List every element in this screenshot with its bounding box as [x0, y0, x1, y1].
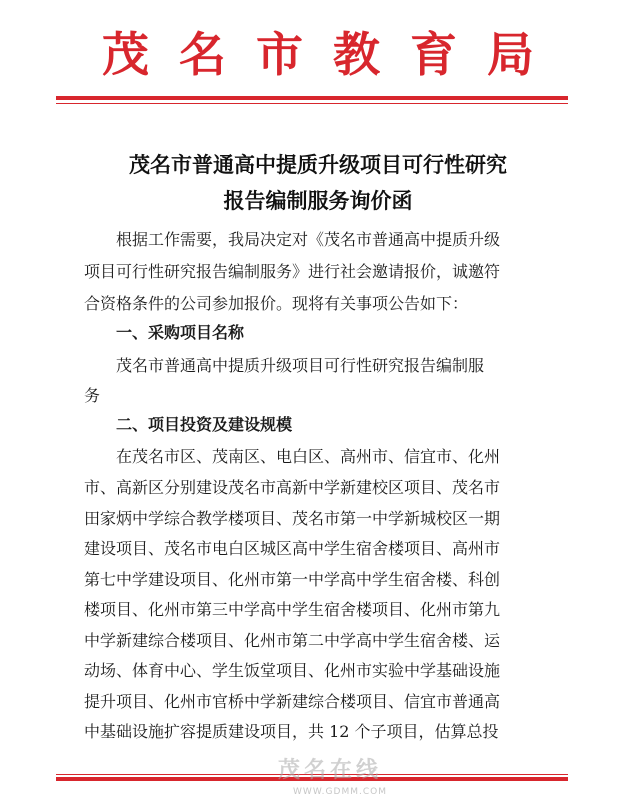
letterhead-rule-thin [56, 103, 568, 104]
section-2-line-1: 在茂名市区、茂南区、电白区、高州市、信宜市、化州 [116, 447, 501, 466]
watermark-url: WWW.GDMM.COM [293, 787, 387, 797]
intro-line-2: 项目可行性研究报告编制服务》进行社会邀请报价，诚邀符 [84, 262, 501, 281]
section-1-line-2: 务 [84, 386, 101, 405]
section-heading-2: 二、项目投资及建设规模 [116, 415, 293, 434]
section-2-line-9: 提升项目、化州市官桥中学新建综合楼项目、信宜市普通高 [84, 692, 501, 711]
intro-line-1: 根据工作需要，我局决定对《茂名市普通高中提质升级 [116, 230, 501, 249]
intro-line-3: 合资格条件的公司参加报价。现将有关事项公告如下： [84, 294, 469, 313]
section-heading-1: 一、采购项目名称 [116, 323, 245, 342]
section-2-line-6: 楼项目、化州市第三中学高中学生宿舍楼项目、化州市第九 [84, 600, 501, 619]
section-2-line-5: 第七中学建设项目、化州市第一中学高中学生宿舍楼、科创 [84, 570, 501, 589]
letterhead-title: 茂名市教育局 [102, 28, 564, 83]
section-2-line-7: 中学新建综合楼项目、化州市第二中学高中学生宿舍楼、运 [84, 631, 501, 650]
document-title-line-2: 报告编制服务询价函 [223, 188, 413, 213]
section-1-line-1: 茂名市普通高中提质升级项目可行性研究报告编制服 [116, 356, 485, 375]
document-title-line-1: 茂名市普通高中提质升级项目可行性研究 [129, 152, 507, 177]
section-2-line-3: 田家炳中学综合教学楼项目、茂名市第一中学新城校区一期 [84, 509, 501, 528]
section-2-line-8: 动场、体育中心、学生饭堂项目、化州市实验中学基础设施 [84, 661, 501, 680]
section-2-line-2: 市、高新区分别建设茂名市高新中学新建校区项目、茂名市 [84, 478, 501, 497]
section-2-line-4: 建设项目、茂名市电白区城区高中学生宿舍楼项目、高州市 [84, 539, 501, 558]
watermark-logo-text: 茂名在线 [277, 758, 382, 783]
section-2-line-10: 中基础设施扩容提质建设项目，共 12 个子项目，估算总投 [84, 722, 499, 741]
letterhead-rule-thick [56, 96, 568, 100]
